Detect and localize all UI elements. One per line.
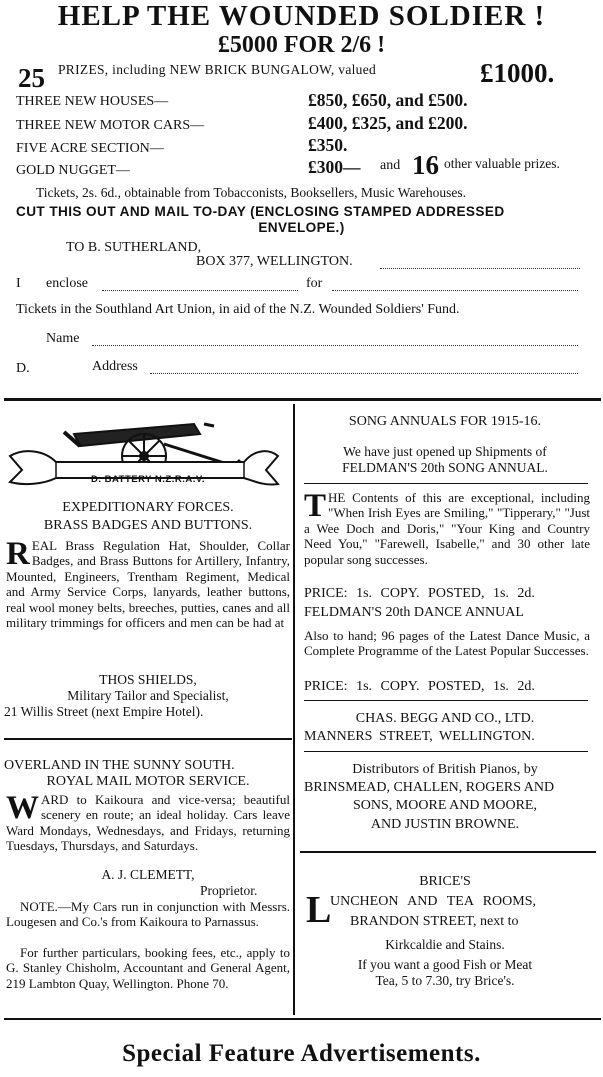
overland-title-1: OVERLAND IN THE SUNNY SOUTH. xyxy=(4,758,235,773)
enclose-i: I xyxy=(16,276,21,291)
overland-body-text: ARD to Kaikoura and vice-versa; beautiful scenery en route; an ideal holiday. Cars leave Ward Mondays, Wednesdays, and Fridays, returning Tuesdays, Thursdays, and Saturdays. xyxy=(6,792,290,854)
song-intro: We have just opened up Shipments of xyxy=(343,444,547,459)
prize-value: £400, £325, and £200. xyxy=(308,113,468,133)
battery-body-text: EAL Brass Regulation Hat, Shoulder, Collar Badges, and Brass Buttons for Artillery, Infantry, Mounted, Engineers, Trentham Regiment, Medical and Army Service Corps, lanyards, leather buttons, real wool money belts, breeches, putties, canes and all military trimmings for officers and men can be had at xyxy=(6,538,290,631)
d-label: D. xyxy=(16,361,30,376)
brice-line-2: BRANDON STREET, next to xyxy=(350,914,519,929)
dist-3: SONS, MOORE AND MOORE, xyxy=(353,798,537,813)
prize-value: £850, £650, and £500. xyxy=(308,90,468,110)
prize-label: THREE NEW MOTOR CARS— xyxy=(16,118,205,133)
begg-1: CHAS. BEGG AND CO., LTD. xyxy=(355,711,535,726)
battery-body xyxy=(6,538,290,630)
battery-sig-1: THOS SHIELDS, xyxy=(99,672,197,687)
footer-title: Special Feature Advertisements. xyxy=(122,1040,481,1067)
song-rule-2 xyxy=(304,700,588,701)
overland-sig-1: A. J. CLEMETT, xyxy=(101,867,195,882)
battery-title-2: BRASS BADGES AND BUTTONS. xyxy=(43,518,253,533)
name-label: Name xyxy=(46,331,80,346)
fund-line: Tickets in the Southland Art Union, in aid of the N.Z. Wounded Soldiers' Fund. xyxy=(16,302,460,317)
dropcap-w: W xyxy=(6,790,39,826)
cut-line-1: CUT THIS OUT AND MAIL TO-DAY (ENCLOSING STAMPED ADDRESSED xyxy=(16,204,505,219)
battery-title-1: EXPEDITIONARY FORCES. xyxy=(62,500,234,515)
dist-4: AND JUSTIN BROWNE. xyxy=(370,817,520,832)
enclose-word: enclose xyxy=(46,276,88,291)
other-text: other valuable prizes. xyxy=(444,156,560,171)
song-intro-2: FELDMAN'S 20th SONG ANNUAL. xyxy=(342,460,548,475)
song-body xyxy=(304,490,590,567)
battery-sig-3: 21 Willis Street (next Empire Hotel). xyxy=(4,704,204,719)
song-body-text: HE Contents of this are exceptional, including "When Irish Eyes are Smiling," "Tipperary," "Just a Wee Doch and Doris," "Your King and Country Need You," "Farewell, Isabelle," and 30 other late popular song successes. xyxy=(304,490,590,567)
dist-1: Distributors of British Pianos, by xyxy=(352,762,538,777)
dance-title: FELDMAN'S 20th DANCE ANNUAL xyxy=(304,605,524,620)
dance-body: Also to hand; 96 pages of the Latest Dance Music, a Complete Programme of the Latest Popular Successes. xyxy=(304,628,590,659)
for-dots xyxy=(332,290,578,291)
overland-body xyxy=(6,792,290,854)
name-dots xyxy=(92,345,578,346)
price-2: PRICE: 1s. COPY. POSTED, 1s. 2d. xyxy=(304,679,535,694)
overland-title-2: ROYAL MAIL MOTOR SERVICE. xyxy=(46,774,250,789)
subhead: £5000 FOR 2/6 ! xyxy=(217,32,386,58)
song-rule xyxy=(304,483,588,484)
prize-value: £350. xyxy=(308,135,348,155)
address-label: Address xyxy=(92,359,138,374)
column-divider xyxy=(293,404,295,1015)
section-divider xyxy=(4,398,601,401)
enclose-dots xyxy=(102,290,298,291)
dropcap-t: T xyxy=(304,488,327,524)
overland-note: NOTE.—My Cars run in conjunction with Messrs. Lougesen and Co.'s from Kaikoura to Parnassus. xyxy=(6,899,290,930)
battery-sig-2: Military Tailor and Specialist, xyxy=(67,688,229,703)
other-count: 16 xyxy=(412,150,439,180)
box-dots xyxy=(380,268,580,269)
brice-line-1: UNCHEON AND TEA ROOMS, xyxy=(330,894,536,909)
and-word: and xyxy=(380,158,401,173)
prizes-count: 25 xyxy=(18,63,45,93)
left-divider xyxy=(4,738,292,740)
overland-further: For further particulars, booking fees, etc., apply to G. Stanley Chisholm, Accountant and General Agent, 219 Lambton Quay, Wellington. Phone 70. xyxy=(6,945,290,991)
headline: HELP THE WOUNDED SOLDIER ! xyxy=(57,0,546,32)
to-line: TO B. SUTHERLAND, xyxy=(66,240,202,255)
dropcap-l: L xyxy=(306,889,332,931)
tickets-line: Tickets, 2s. 6d., obtainable from Tobacconists, Booksellers, Music Warehouses. xyxy=(36,185,467,200)
brice-line-5: Tea, 5 to 7.30, try Brice's. xyxy=(375,973,515,988)
brice-line-4: If you want a good Fish or Meat xyxy=(357,957,533,972)
footer-divider xyxy=(4,1018,601,1020)
prize-label: THREE NEW HOUSES— xyxy=(16,94,169,109)
dropcap-r: R xyxy=(6,536,30,572)
song-rule-3 xyxy=(304,751,588,752)
brice-line-3: Kirkcaldie and Stains. xyxy=(385,937,505,952)
prizes-line: PRIZES, including NEW BRICK BUNGALOW, valued xyxy=(58,62,377,77)
begg-2: MANNERS STREET, WELLINGTON. xyxy=(304,729,535,744)
price-1: PRICE: 1s. COPY. POSTED, 1s. 2d. xyxy=(304,586,535,601)
overland-sig-2: Proprietor. xyxy=(200,883,258,898)
song-title: SONG ANNUALS FOR 1915-16. xyxy=(348,414,542,429)
prizes-value: £1000. xyxy=(480,58,555,88)
cut-line-2: ENVELOPE.) xyxy=(258,220,345,235)
prize-label: FIVE ACRE SECTION— xyxy=(16,141,164,156)
prize-label: GOLD NUGGET— xyxy=(16,163,130,178)
address-dots xyxy=(150,373,578,374)
box-line: BOX 377, WELLINGTON. xyxy=(196,254,353,269)
battery-banner-text: D. BATTERY N.Z.R.A.V. xyxy=(91,474,205,485)
prize-value: £300— xyxy=(308,157,361,177)
right-divider xyxy=(300,851,596,853)
cannon-banner-illustration xyxy=(4,404,282,500)
for-word: for xyxy=(306,276,323,291)
dist-2: BRINSMEAD, CHALLEN, ROGERS AND xyxy=(304,780,555,795)
brice-title: BRICE'S xyxy=(419,874,471,889)
